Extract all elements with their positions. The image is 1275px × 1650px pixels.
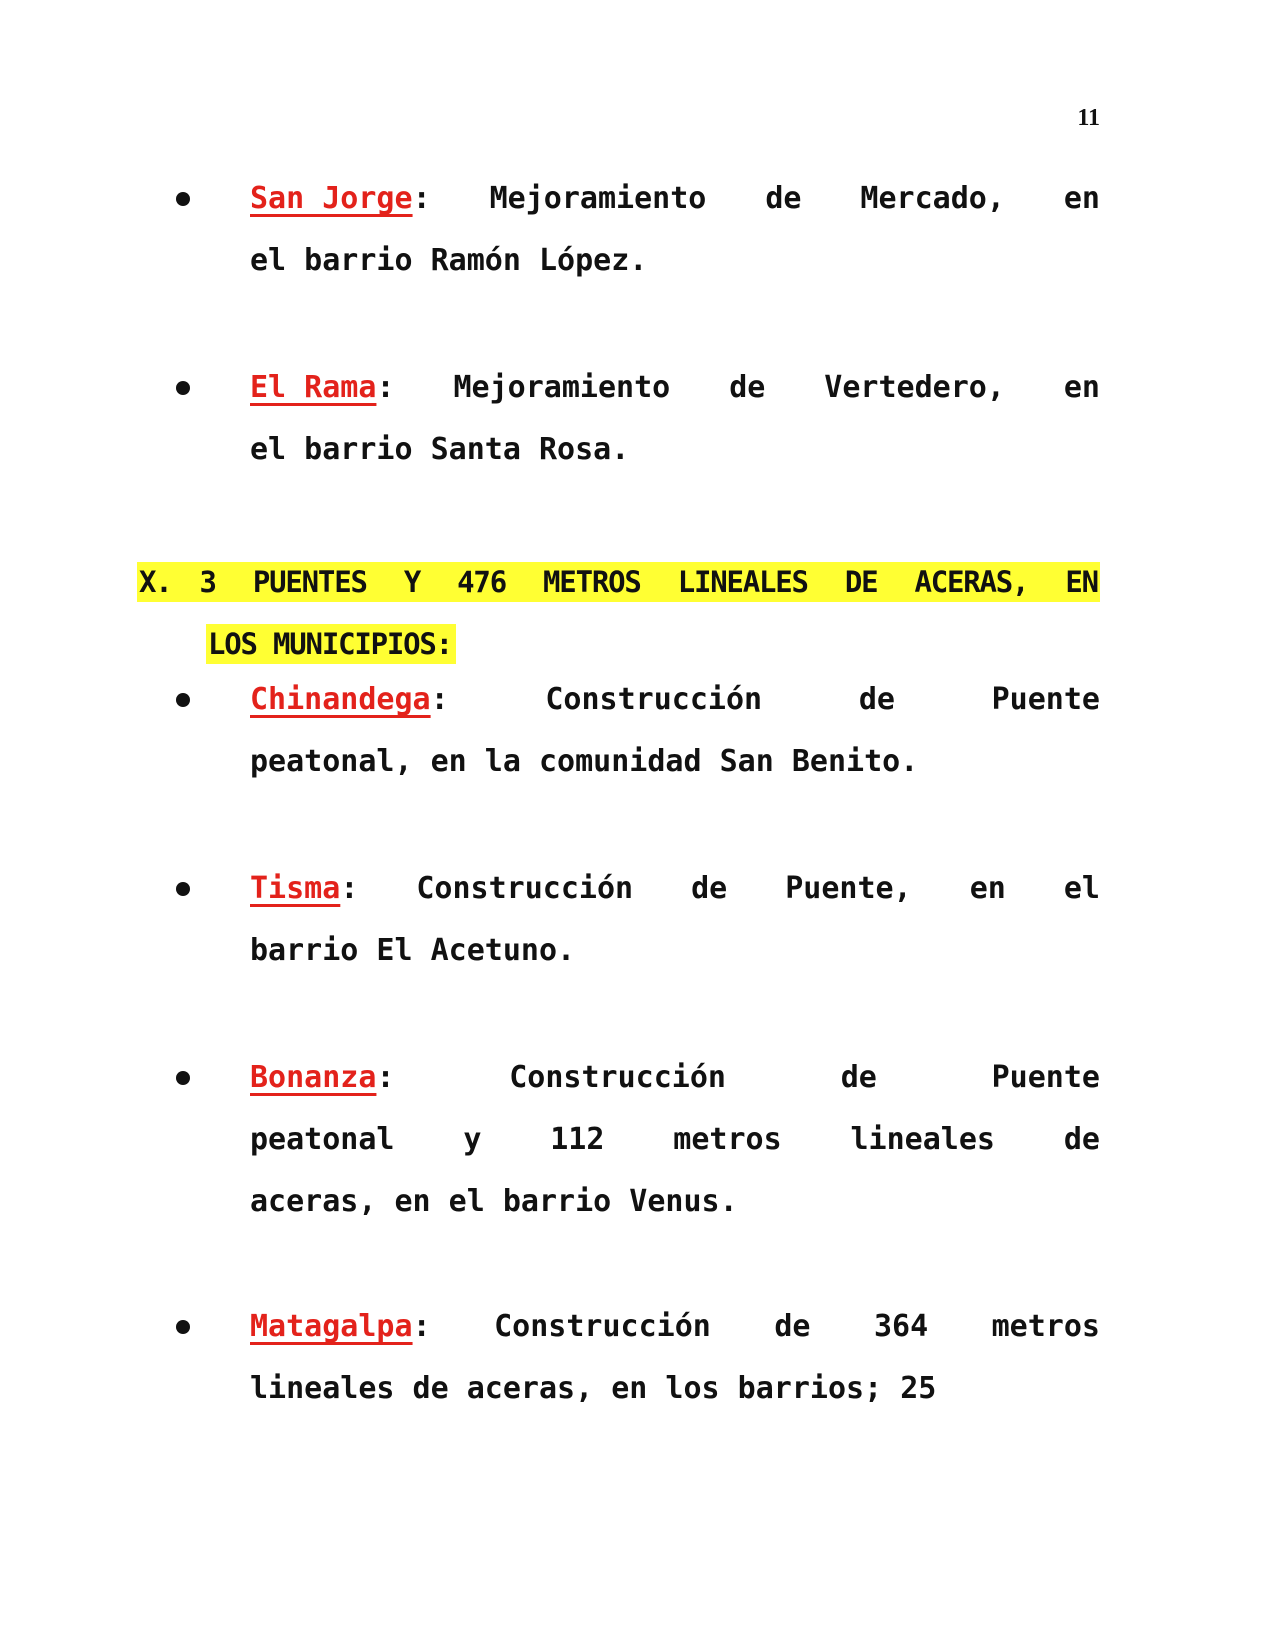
- list-item-first-line: [250, 669, 1100, 731]
- word: [250, 669, 449, 731]
- list-item-line: [250, 1296, 1100, 1358]
- word: Construcción: [545, 682, 763, 717]
- municipio-name: Chinandega: [250, 682, 431, 717]
- section-title-line-1: [200, 562, 1098, 602]
- heading-word: Y: [403, 565, 421, 599]
- bullet-icon: [176, 1071, 190, 1085]
- list-item-line: [250, 1047, 1100, 1109]
- word: en: [1063, 181, 1100, 216]
- list-item-first-line: [250, 858, 1100, 920]
- word: metros: [673, 1122, 782, 1157]
- heading-word: METROS: [543, 565, 641, 599]
- heading-word: EN: [1065, 565, 1098, 599]
- section-numeral: X.: [139, 565, 172, 599]
- word: Puente: [991, 1060, 1100, 1095]
- word: 364: [873, 1309, 929, 1344]
- word: Mejoramiento: [453, 370, 671, 405]
- bullet-icon: [176, 1320, 190, 1334]
- list-item-first-line: [250, 1047, 1100, 1109]
- colon: :: [376, 370, 395, 405]
- list-item-text: aceras, en el barrio Venus.: [250, 1184, 738, 1219]
- heading-word: DE: [844, 565, 878, 599]
- bullet-icon: [176, 693, 190, 707]
- colon: :: [340, 871, 359, 906]
- list-item-first-line: [250, 168, 1100, 230]
- word: lineales: [850, 1122, 995, 1157]
- colon: :: [412, 181, 431, 216]
- list-item-el-rama: [250, 357, 1100, 481]
- list-item-line: [250, 858, 1100, 920]
- word: de: [765, 181, 802, 216]
- word: [250, 858, 358, 920]
- word: en: [1063, 370, 1100, 405]
- heading-word: ACERAS,: [914, 565, 1029, 599]
- word: Construcción: [416, 871, 634, 906]
- word: de: [858, 682, 895, 717]
- bullet-icon: [176, 192, 190, 206]
- word: [250, 357, 395, 419]
- list-item-matagalpa: [250, 1296, 1100, 1420]
- list-item-line: [250, 168, 1100, 230]
- list-item-text: el barrio Ramón López.: [250, 243, 648, 278]
- colon: :: [430, 682, 449, 717]
- word: de: [774, 1309, 811, 1344]
- colon: :: [376, 1060, 395, 1095]
- word: y: [463, 1122, 482, 1157]
- word: el: [1063, 871, 1100, 906]
- word: [250, 168, 431, 230]
- heading-word: 3: [199, 565, 216, 599]
- word: de: [840, 1060, 877, 1095]
- word: Mercado,: [860, 181, 1005, 216]
- list-item-text: lineales de aceras, en los barrios; 25: [250, 1371, 937, 1406]
- section-heading: [137, 562, 1100, 602]
- list-item-first-line: [250, 357, 1100, 419]
- list-item-bonanza: [250, 1047, 1100, 1233]
- word: Puente,: [785, 871, 912, 906]
- list-item-chinandega: [250, 669, 1100, 793]
- list-item-line: [250, 669, 1100, 731]
- municipio-name: Matagalpa: [250, 1309, 413, 1344]
- municipio-name: El Rama: [250, 370, 377, 405]
- heading-word: 476: [457, 565, 506, 599]
- list-item-text: peatonal, en la comunidad San Benito.: [250, 744, 919, 779]
- word: Mejoramiento: [489, 181, 707, 216]
- word: de: [691, 871, 728, 906]
- page-number: 11: [1077, 105, 1100, 131]
- municipio-name: Bonanza: [250, 1060, 377, 1095]
- word: en: [969, 871, 1006, 906]
- heading-word: PUENTES: [252, 565, 367, 599]
- list-item-tisma: [250, 858, 1100, 982]
- municipio-name: San Jorge: [250, 181, 413, 216]
- word: de: [729, 370, 766, 405]
- list-item-text: el barrio Santa Rosa.: [250, 432, 630, 467]
- word: [250, 1296, 431, 1358]
- section-title-line-2: LOS MUNICIPIOS:: [206, 624, 456, 664]
- word: metros: [991, 1309, 1100, 1344]
- word: Vertedero,: [824, 370, 1005, 405]
- list-item-text: barrio El Acetuno.: [250, 933, 576, 968]
- word: Puente: [991, 682, 1100, 717]
- word: 112: [550, 1122, 605, 1157]
- list-item-text: [250, 1109, 1100, 1171]
- word: Construcción: [509, 1060, 726, 1095]
- bullet-icon: [176, 381, 190, 395]
- word: Construcción: [494, 1309, 711, 1344]
- word: peatonal: [250, 1122, 395, 1157]
- colon: :: [412, 1309, 431, 1344]
- word: [250, 1047, 395, 1109]
- municipio-name: Tisma: [250, 871, 341, 906]
- word: de: [1063, 1122, 1100, 1157]
- list-item-first-line: [250, 1296, 1100, 1358]
- list-item-san-jorge: [250, 168, 1100, 292]
- bullet-icon: [176, 882, 190, 896]
- heading-word: LINEALES: [677, 565, 808, 599]
- list-item-line: [250, 357, 1100, 419]
